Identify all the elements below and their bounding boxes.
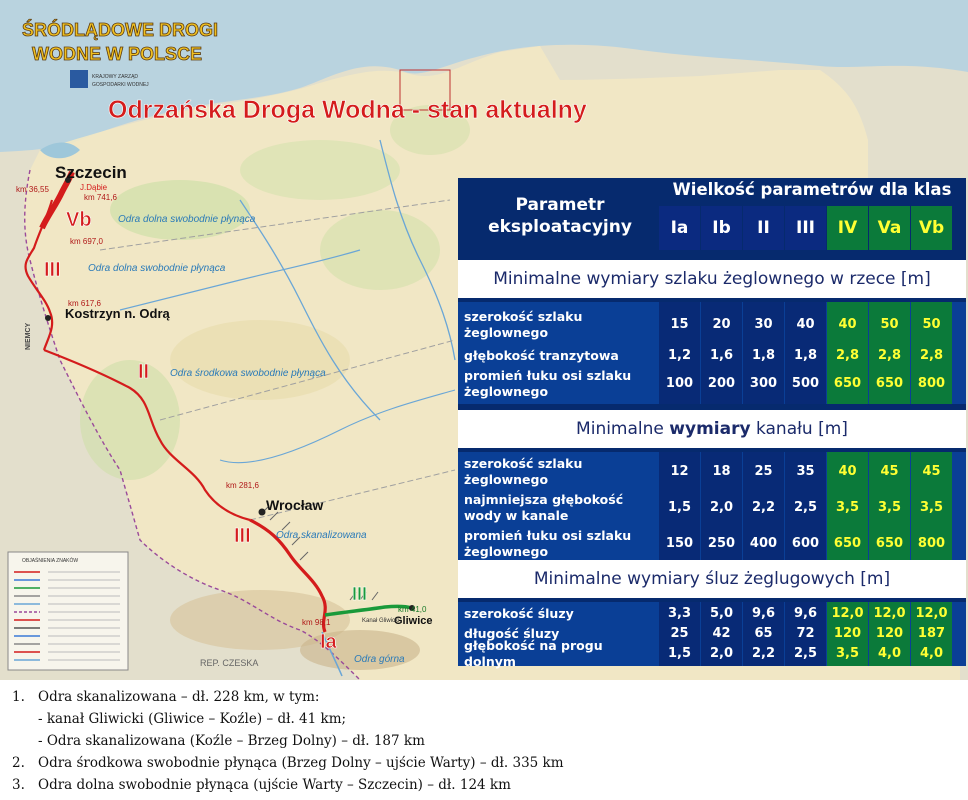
border-label: NIEMCY — [25, 322, 32, 350]
note-1a — [12, 708, 962, 730]
row-label: szerokość szlaku żeglownego — [464, 309, 583, 340]
value-cell: 1,8 — [751, 348, 776, 363]
value-cell: 12,0 — [915, 606, 948, 621]
value-cell: 600 — [791, 536, 820, 551]
value-cell: 2,2 — [751, 500, 776, 515]
value-cell: 650 — [833, 536, 862, 551]
class-header-ib: Ib — [701, 206, 742, 250]
city-label-kostrzyn: Kostrzyn n. Odrą — [65, 306, 170, 321]
row-label: szerokość szlaku żeglownego — [464, 456, 583, 487]
section-title-2 — [458, 410, 966, 448]
value-cell: 5,0 — [709, 606, 734, 621]
value-cell: 2,0 — [709, 646, 734, 661]
corner-title-1: ŚRÓDLĄDOWE DROGI — [22, 20, 218, 40]
value-cell: 200 — [707, 376, 736, 391]
value-cell: 40 — [838, 464, 857, 479]
value-cell: 650 — [833, 376, 862, 391]
note-1 — [12, 686, 962, 708]
value-cell: 4,0 — [919, 646, 944, 661]
segment-label-4: Odra skanalizowana — [276, 530, 367, 541]
segment-label-2: Odra dolna swobodnie płynąca — [88, 263, 226, 274]
section-title-pre: Minimalne — [576, 419, 670, 439]
value-cell: 120 — [875, 626, 904, 641]
note-1b — [12, 730, 962, 752]
value-cell: 2,2 — [751, 646, 776, 661]
notes-list — [12, 686, 962, 796]
value-cell: 250 — [707, 536, 736, 551]
value-cell: 2,5 — [793, 646, 818, 661]
segment-label-3: Odra środkowa swobodnie płynąca — [170, 368, 326, 379]
note-2-text: Odra środkowa swobodnie płynąca (Brzeg Dolny – ujście Warty) – dł. 335 km — [38, 755, 564, 771]
value-cell: 3,3 — [667, 606, 692, 621]
legend-title: OBJAŚNIENIA ZNAKÓW — [22, 558, 79, 564]
map-legend — [8, 552, 128, 670]
value-cell: 2,8 — [877, 348, 902, 363]
czech-label: REP. CZESKA — [200, 658, 259, 668]
value-cell: 2,8 — [919, 348, 944, 363]
value-cell: 12,0 — [831, 606, 864, 621]
value-cell: 3,5 — [919, 500, 944, 515]
section-title-post: kanału [m] — [750, 419, 848, 439]
row-label: długość śluzy — [464, 626, 560, 641]
note-1b-text: - Odra skanalizowana (Koźle – Brzeg Dolny) – dł. 187 km — [38, 733, 425, 749]
class-label-iii-canal: III — [352, 584, 368, 604]
value-cell: 50 — [880, 317, 899, 332]
note-3-number: 3. — [12, 777, 25, 793]
km-label-281: km 281,6 — [226, 481, 259, 490]
value-cell: 1,6 — [709, 348, 734, 363]
value-cell: 15 — [670, 317, 689, 332]
note-1-number: 1. — [12, 689, 25, 705]
value-cell: 50 — [922, 317, 941, 332]
value-cell: 25 — [754, 464, 773, 479]
note-2-number: 2. — [12, 755, 25, 771]
value-cell: 35 — [796, 464, 815, 479]
value-cell: 3,5 — [835, 646, 860, 661]
value-cell: 1,2 — [667, 348, 692, 363]
value-cell: 300 — [749, 376, 778, 391]
row-label: szerokość śluzy — [464, 606, 574, 621]
class-header-va: Va — [869, 206, 910, 250]
section-title-bold: wymiary — [669, 419, 751, 439]
logo-text-1: KRAJOWY ZARZĄD — [92, 74, 139, 80]
value-cell: 150 — [665, 536, 694, 551]
value-cell: 20 — [712, 317, 731, 332]
value-cell: 42 — [712, 626, 731, 641]
class-header-vb: Vb — [911, 206, 952, 250]
note-1a-text: - kanał Gliwicki (Gliwice – Koźle) – dł. 41 km; — [38, 711, 347, 727]
row-label: najmniejsza głębokość wody w kanale — [464, 492, 624, 523]
city-label-wroclaw: Wrocław — [266, 497, 324, 513]
value-cell: 18 — [712, 464, 731, 479]
km-label-36: km 36,55 — [16, 185, 49, 194]
segment-label-5: Odra górna — [354, 654, 405, 665]
value-cell: 12 — [670, 464, 689, 479]
value-cell: 2,0 — [709, 500, 734, 515]
parameters-table — [458, 178, 966, 669]
value-cell: 400 — [749, 536, 778, 551]
kostrzyn-city-dot — [45, 315, 51, 321]
class-label-vb: Vb — [66, 209, 92, 231]
city-label-gliwice: Gliwice — [394, 615, 433, 627]
value-cell: 40 — [796, 317, 815, 332]
class-header-ii: II — [743, 206, 784, 250]
header-classes-title: Wielkość parametrów dla klas — [672, 180, 952, 199]
km-label-41: km 41,0 — [398, 605, 427, 614]
value-cell: 100 — [665, 376, 694, 391]
value-cell: 2,5 — [793, 500, 818, 515]
value-cell: 3,5 — [877, 500, 902, 515]
value-cell: 650 — [875, 376, 904, 391]
value-cell: 1,5 — [667, 500, 692, 515]
value-cell: 120 — [833, 626, 862, 641]
corner-title-2: WODNE W POLSCE — [32, 44, 202, 64]
value-cell: 45 — [880, 464, 899, 479]
header-parameter: Parametr eksploatacyjny — [488, 195, 632, 237]
value-cell: 187 — [917, 626, 946, 641]
class-header-iii: III — [785, 206, 826, 250]
value-cell: 30 — [754, 317, 773, 332]
row-label: głębokość tranzytowa — [464, 348, 619, 363]
value-cell: 800 — [917, 536, 946, 551]
value-cell: 25 — [670, 626, 689, 641]
value-cell: 1,8 — [793, 348, 818, 363]
value-cell: 4,0 — [877, 646, 902, 661]
value-cell: 65 — [754, 626, 773, 641]
wroclaw-city-dot — [259, 509, 266, 516]
class-label-ii: II — [138, 361, 150, 383]
row-label: promień łuku osi szlaku żeglownego — [464, 528, 632, 559]
class-label-iii-mid: III — [234, 525, 251, 547]
value-cell: 9,6 — [793, 606, 818, 621]
note-3-text: Odra dolna swobodnie płynąca (ujście Warty – Szczecin) – dł. 124 km — [38, 777, 511, 793]
class-label-iii-north: III — [44, 259, 61, 281]
class-label-ia: Ia — [320, 631, 337, 653]
section-title-3: Minimalne wymiary śluz żeglugowych [m] — [458, 560, 966, 598]
class-header-ia: Ia — [659, 206, 700, 250]
city-label-szczecin: Szczecin — [55, 163, 127, 182]
class-header-iv: IV — [827, 206, 868, 250]
segment-label-1: Odra dolna swobodnie płynąca — [118, 214, 256, 225]
value-cell: 9,6 — [751, 606, 776, 621]
row-label: promień łuku osi szlaku żeglownego — [464, 368, 632, 399]
city-label-dabie: J.Dąbie — [80, 183, 108, 192]
value-cell: 500 — [791, 376, 820, 391]
note-2 — [12, 752, 962, 774]
value-cell: 45 — [922, 464, 941, 479]
value-cell: 650 — [875, 536, 904, 551]
main-title: Odrzańska Droga Wodna - stan aktualny — [108, 96, 587, 124]
value-cell: 3,5 — [835, 500, 860, 515]
value-cell: 72 — [796, 626, 815, 641]
row-label: głębokość na progu dolnym — [464, 638, 603, 669]
km-label-98: km 98,1 — [302, 618, 331, 627]
value-cell: 2,8 — [835, 348, 860, 363]
value-cell: 40 — [838, 317, 857, 332]
km-label-697: km 697,0 — [70, 237, 103, 246]
km-label-617: km 617,6 — [68, 299, 101, 308]
value-cell: 1,5 — [667, 646, 692, 661]
segment-label-canal: Kanał Gliwicki — [362, 618, 400, 624]
km-label-741: km 741,6 — [84, 193, 117, 202]
logo-text-2: GOSPODARKI WODNEJ — [92, 82, 149, 88]
value-cell: 12,0 — [873, 606, 906, 621]
note-1-text: Odra skanalizowana – dł. 228 km, w tym: — [38, 689, 320, 705]
value-cell: 800 — [917, 376, 946, 391]
section-title-1: Minimalne wymiary szlaku żeglownego w rzece [m] — [458, 260, 966, 298]
note-3 — [12, 774, 962, 796]
